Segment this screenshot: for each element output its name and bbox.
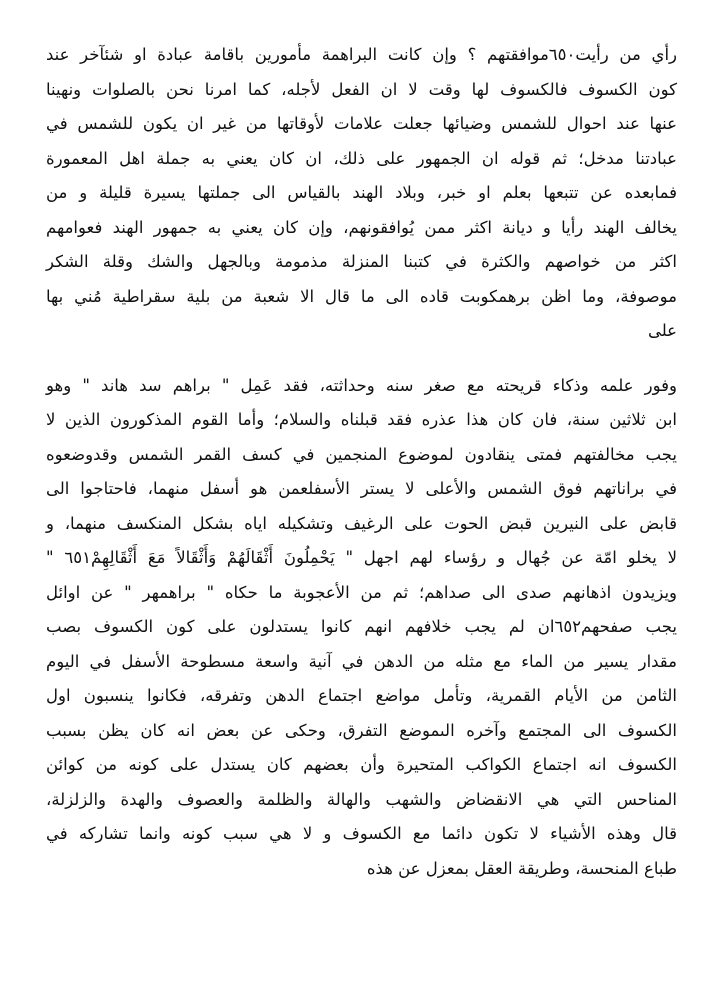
paragraph-2: [46, 369, 677, 887]
text-line: الكسوف انه اجتماع الكواكب المتحيرة وأن بعضهم كان يستدل على كونه من كوائن: [46, 755, 677, 774]
text-line: الثامن من الأيام القمرية، وتأمل مواضع اجتماع الدهن وتفرقه، فكانوا ينسبون اول: [46, 686, 677, 705]
text-line: عنها عند احوال للشمس وضيائها جعلت علامات لأوقاتها من غير ان يكون للشمس في: [46, 114, 677, 133]
text-line: عبادتنا مدخل؛ ثم قوله ان الجمهور على ذلك، ان كان يعني به جملة اهل المعمورة: [46, 148, 677, 168]
text-line: طباع المنحسة، وطريقة العقل بمعزل عن هذه: [366, 858, 677, 878]
text-line: فمابعده عن تتبعها بعلم او خبر، وبلاد الهند بالقياس الى جملتها يسيرة قليلة و من: [46, 183, 677, 202]
text-line: لا يخلو امّة عن جُهال و رؤساء لهم اجهل " يَحْمِلُونَ أَثْقَالَهُمْ وَأَثْقَالاً مَعَ أَثْقَالِهِمْ٦٥١ ": [46, 548, 677, 567]
text-line: على: [647, 321, 677, 340]
text-line: يجب مخالفتهم فمتى ينقادون لموضوع المنجمين في كسف القمر الشمس وقدوضعوه: [46, 444, 677, 464]
text-line: كون الكسوف فالكسوف لها وقت لا ان الفعل لأجله، كما امرنا نحن بالصلوات ونهينا: [46, 79, 677, 99]
text-line: موصوفة، وما اظن برهمكوبت قاده الى ما قال الا شعبة من بلية سقراطية مُني بها: [46, 286, 677, 306]
text-line: يخالف الهند رأيا و ديانة اكثر ممن يُوافقونهم، وإن كان يعني به جمهور الهند فعوامهم: [46, 217, 677, 237]
text-line: في براناتهم فوق الشمس والأعلى لا يستر الأسفلعمن هو أسفل منهما، فاحتاجوا الى: [46, 479, 677, 498]
text-line: يجب صفحهم٦٥٢ان لم يجب خلافهم انهم كانوا يستدلون على كون الكسوف بصب: [46, 617, 677, 636]
text-line: اكثر من خواصهم والكثرة في كتبنا المنزلة مذمومة وبالجهل والشك وقلة الشكر: [46, 252, 677, 271]
text-line: قابض على النيرين قبض الحوت على الرغيف وتشكيله اياه بشكل المنكسف منهما، و: [46, 513, 677, 533]
text-line: المناحس التي هي الانقضاض والشهب والهالة والظلمة والعصوف والهدة والزلزلة،: [46, 789, 677, 809]
text-line: ويزيدون اذهانهم صدى الى صداهم؛ ثم من الأعجوبة ما حكاه " براهمهر " عن اوائل: [46, 582, 677, 602]
document-page: [46, 38, 677, 886]
paragraph-1: [46, 38, 677, 349]
text-line: قال وهذه الأشياء لا تكون دائما مع الكسوف و لا هي سبب كونه وانما تشاركه في: [46, 824, 677, 843]
text-line: الكسوف الى المجتمع وآخره الىموضع التفرق، وحكى عن بعض انه كان يظن بسبب: [46, 720, 677, 740]
text-line: وفور علمه وذكاء قريحته مع صغر سنه وحداثته، فقد عَمِل " براهم سد هاند " وهو: [46, 375, 677, 395]
text-line: رأي من رأيت٦٥٠موافقتهم ؟ وإن كانت البراهمة مأمورين باقامة عبادة او شئآخر عند: [46, 45, 678, 64]
text-line: ابن ثلاثين سنة، فان كان هذا عذره فقد قبلناه والسلام؛ وأما القوم المذكورون الذين لا: [46, 410, 677, 429]
text-line: مقدار يسير من الماء مع مثله من الدهن في آنية واسعة مسطوحة الأسفل في اليوم: [46, 651, 677, 671]
